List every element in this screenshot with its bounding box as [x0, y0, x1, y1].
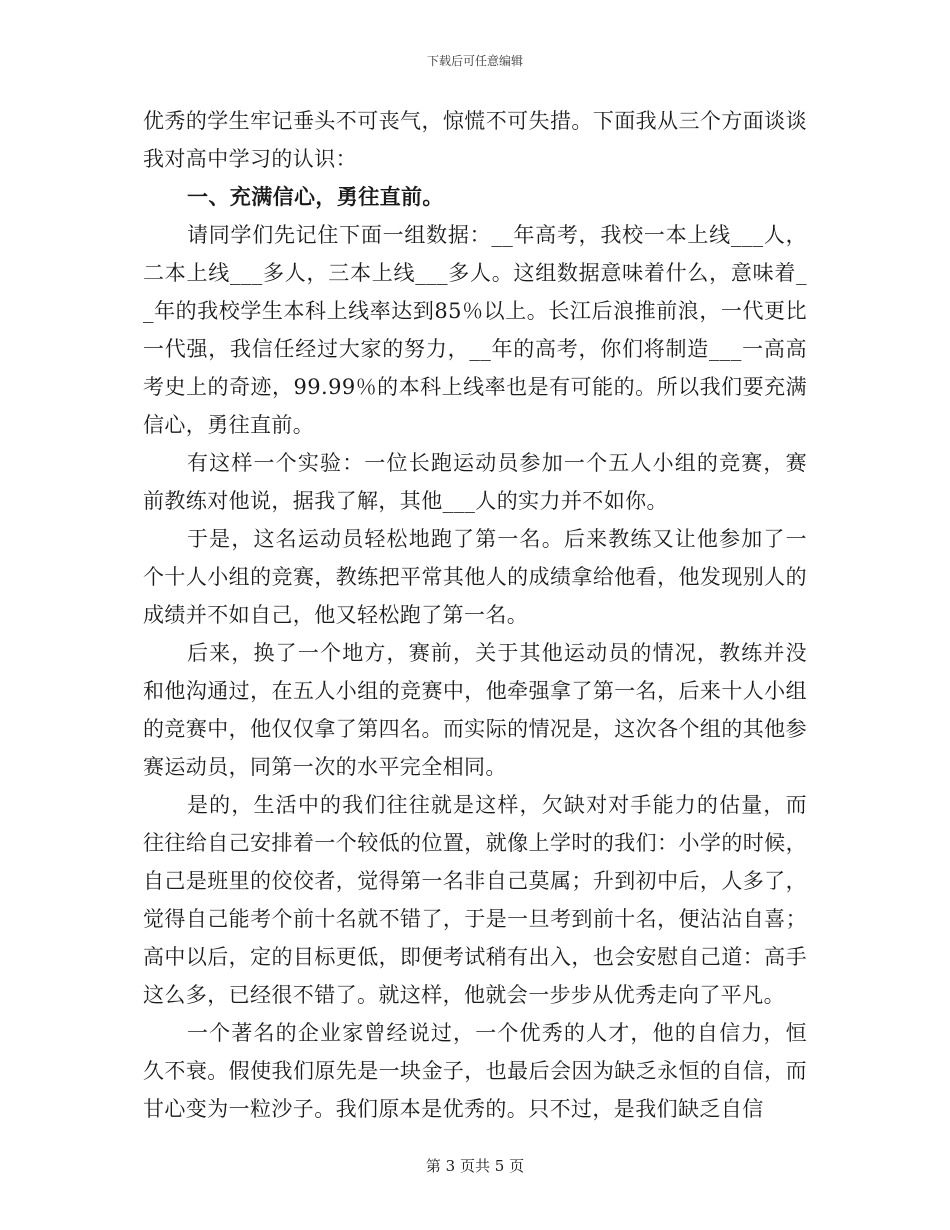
section-heading: 一、充满信心，勇往直前。 — [187, 184, 444, 209]
document-body — [143, 102, 807, 1128]
paragraph: 后来，换了一个地方，赛前，关于其他运动员的情况，教练并没和他沟通过，在五人小组的竞赛中，他牵强拿了第一名，后来十人小组的竞赛中，他仅仅拿了第四名。而实际的情况是，这次各个组的其他参赛运动员，同第一次的水平完全相同。 — [143, 641, 807, 779]
paragraph: 于是，这名运动员轻松地跑了第一名。后来教练又让他参加了一个十人小组的竞赛，教练把平常其他人的成绩拿给他看，他发现别人的成绩并不如自己，他又轻松跑了第一名。 — [143, 527, 807, 627]
paragraph: 请同学们先记住下面一组数据：__年高考，我校一本上线___人，二本上线___多人，三本上线___多人。这组数据意味着什么，意味着__年的我校学生本科上线率达到85％以上。长江后浪推前浪，一代更比一代强，我信任经过大家的努力，__年的高考，你们将制造___一高高考史上的奇迹，99.99％的本科上线率也是有可能的。所以我们要充满信心，勇往直前。 — [143, 223, 807, 437]
paragraph-continuation: 优秀的学生牢记垂头不可丧气，惊慌不可失措。下面我从三个方面谈谈我对高中学习的认识： — [143, 109, 807, 171]
page-header: 下载后可任意编辑 — [426, 54, 523, 68]
paragraph: 有这样一个实验：一位长跑运动员参加一个五人小组的竞赛，赛前教练对他说，据我了解，其他___人的实力并不如你。 — [143, 451, 807, 513]
paragraph: 一个著名的企业家曾经说过，一个优秀的人才，他的自信力，恒久不衰。假使我们原先是一块金子，也最后会因为缺乏永恒的自信，而甘心变为一粒沙子。我们原本是优秀的。只不过，是我们缺乏自信 — [143, 1021, 807, 1121]
paragraph: 是的，生活中的我们往往就是这样，欠缺对对手能力的估量，而往往给自己安排着一个较低的位置，就像上学时的我们：小学的时候，自己是班里的佼佼者，觉得第一名非自己莫属；升到初中后，人多了，觉得自己能考个前十名就不错了，于是一旦考到前十名，便沾沾自喜；高中以后，定的目标更低，即便考试稍有出入，也会安慰自己道：高手这么多，已经很不错了。就这样，他就会一步步从优秀走向了平凡。 — [143, 793, 807, 1007]
page-number: 第 3 页共 5 页 — [425, 1157, 525, 1175]
